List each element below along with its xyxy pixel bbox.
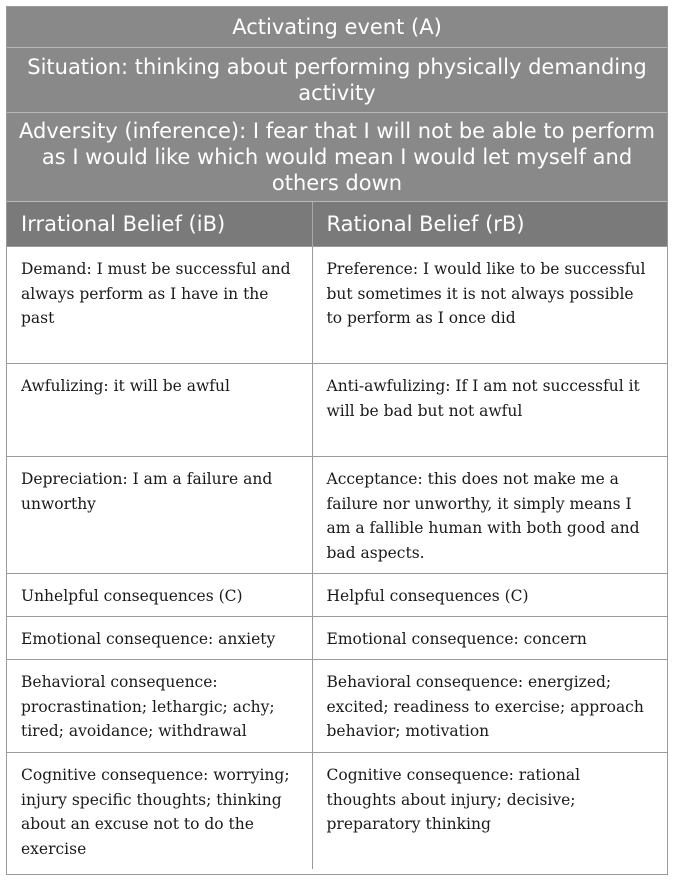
adversity-header: Adversity (inference): I fear that I will not be able to perform as I would like which would mean I would let myself and others down: [7, 113, 667, 202]
column-header-rational-belief: Rational Belief (rB): [312, 202, 667, 247]
irrational-belief-cell: Depreciation: I am a failure and unworthy: [7, 457, 312, 574]
rational-belief-cell: Behavioral consequence: energized; excited; readiness to exercise; approach behavior; motivation: [312, 660, 667, 753]
irrational-belief-cell: Cognitive consequence: worrying; injury specific thoughts; thinking about an excuse not to do the exercise: [7, 753, 312, 870]
rational-belief-cell: Cognitive consequence: rational thoughts about injury; decisive; preparatory thinking: [312, 753, 667, 870]
rational-belief-cell: Anti-awfulizing: If I am not successful it will be bad but not awful: [312, 364, 667, 457]
irrational-belief-cell: Emotional consequence: anxiety: [7, 617, 312, 660]
irrational-belief-cell: Awfulizing: it will be awful: [7, 364, 312, 457]
table-row: [7, 753, 667, 870]
table-row: [7, 617, 667, 660]
table-row: [7, 660, 667, 753]
rational-belief-cell: Helpful consequences (C): [312, 574, 667, 617]
column-header-irrational-belief: Irrational Belief (iB): [7, 202, 312, 247]
table-row: [7, 457, 667, 574]
irrational-belief-cell: Demand: I must be successful and always perform as I have in the past: [7, 247, 312, 364]
table-row: [7, 364, 667, 457]
activating-event-header: Activating event (A): [7, 7, 667, 48]
table-row: [7, 574, 667, 617]
rational-belief-cell: Emotional consequence: concern: [312, 617, 667, 660]
table-row: [7, 247, 667, 364]
rational-belief-cell: Acceptance: this does not make me a failure nor unworthy, it simply means I am a fallible human with both good and bad aspects.: [312, 457, 667, 574]
irrational-belief-cell: Unhelpful consequences (C): [7, 574, 312, 617]
abc-belief-table: [6, 6, 668, 875]
belief-table: [7, 7, 667, 869]
rational-belief-cell: Preference: I would like to be successful but sometimes it is not always possible to perform as I once did: [312, 247, 667, 364]
situation-header: Situation: thinking about performing physically demanding activity: [7, 48, 667, 113]
irrational-belief-cell: Behavioral consequence: procrastination; lethargic; achy; tired; avoidance; withdrawal: [7, 660, 312, 753]
